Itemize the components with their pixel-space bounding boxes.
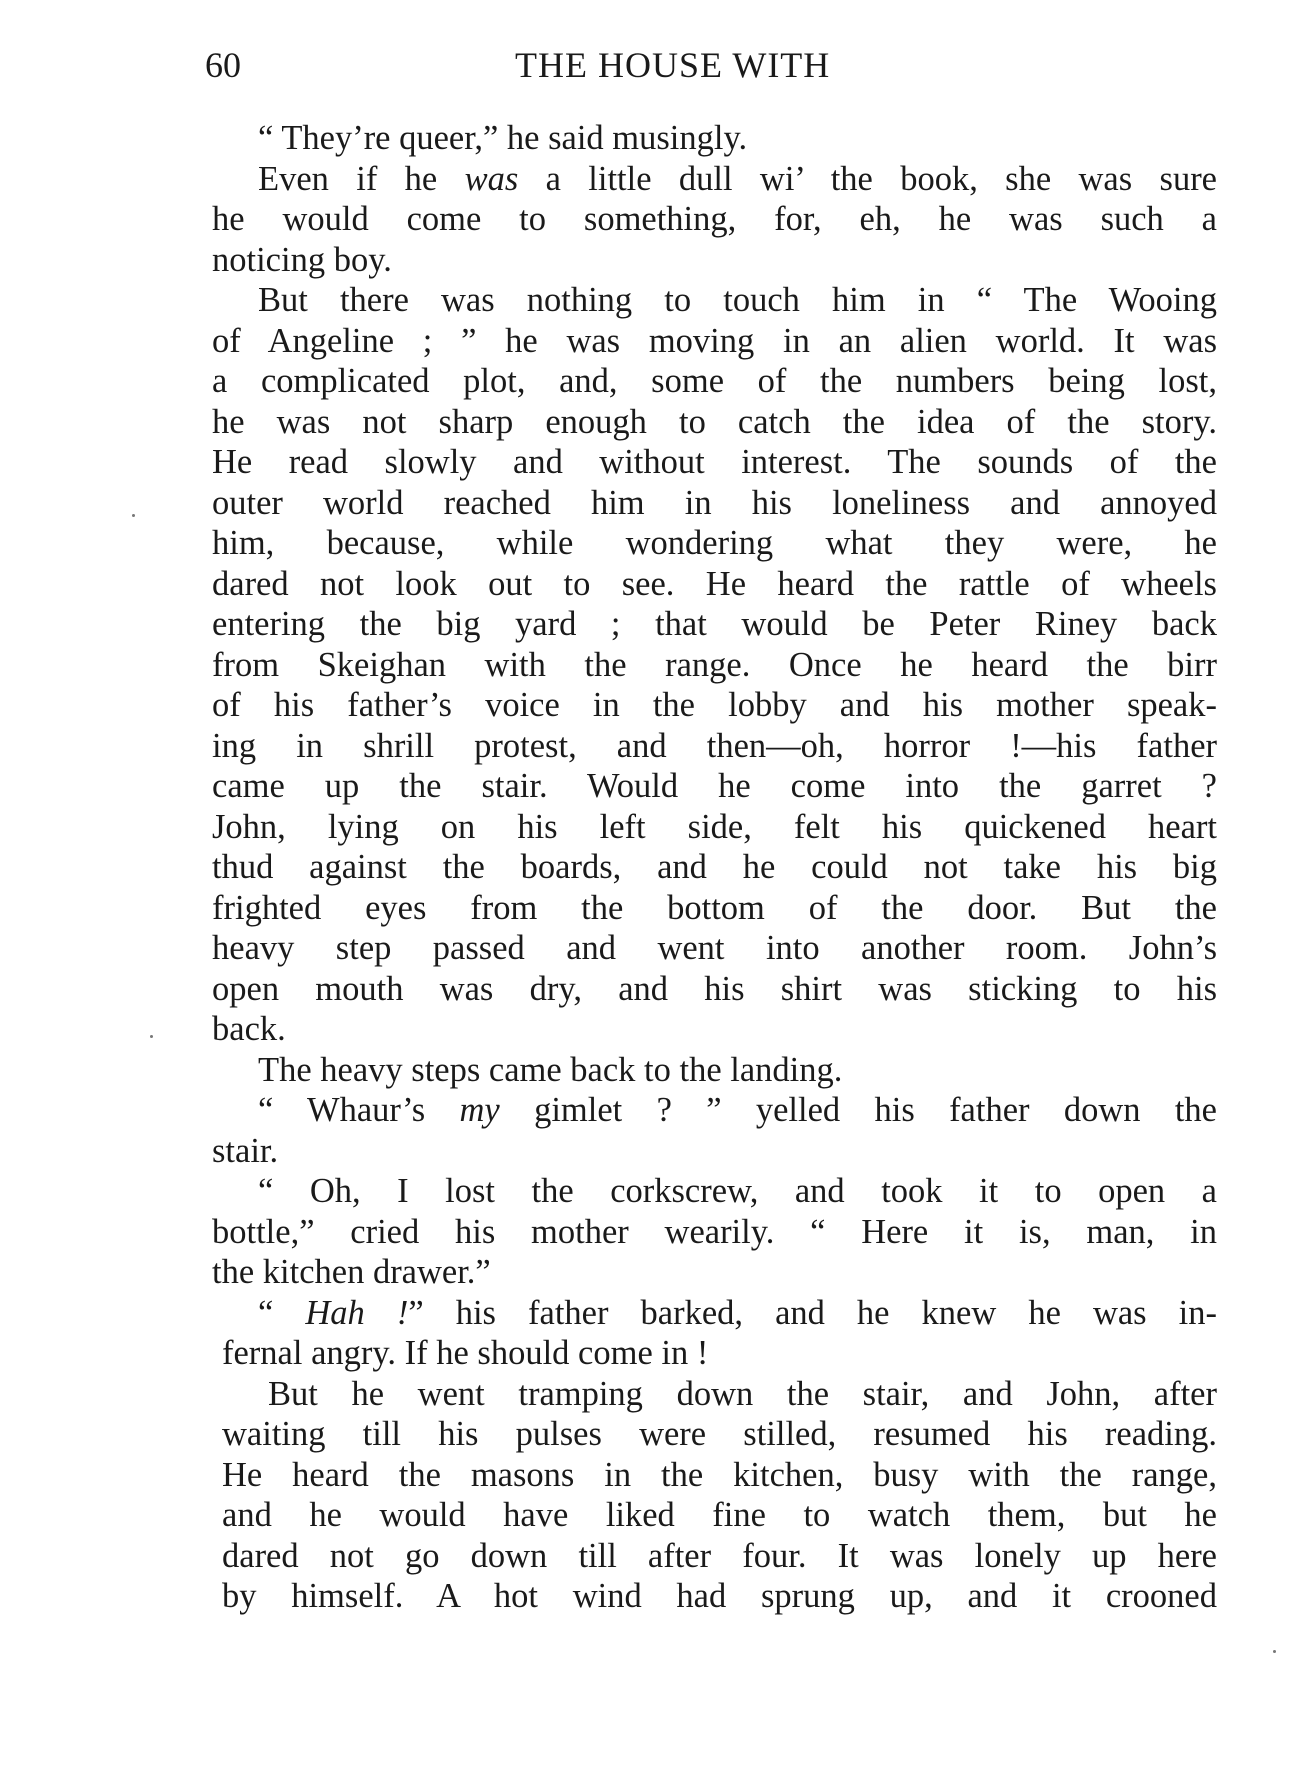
text-line: The heavy steps came back to the landing. xyxy=(258,1050,843,1089)
text-line: stair. xyxy=(212,1131,279,1170)
page-header xyxy=(205,42,1215,88)
text-line: heavy step passed and went into another room. John’s xyxy=(212,929,1217,967)
body-text xyxy=(212,118,1217,1617)
text-line: he was not sharp enough to catch the idea of the story. xyxy=(212,402,1217,441)
text-line: he would come to something, for, eh, he was such a xyxy=(212,200,1217,238)
running-title: THE HOUSE WITH xyxy=(515,45,831,85)
text-line: ing in shrill protest, and then—oh, horror !—his father xyxy=(212,726,1217,765)
text-line: of Angeline ; ” he was moving in an alien world. It was xyxy=(212,321,1217,360)
text-line: the kitchen drawer.” xyxy=(212,1253,491,1291)
print-speck xyxy=(150,1035,153,1038)
text-line: frighted eyes from the bottom of the door. But the xyxy=(212,888,1217,927)
print-speck xyxy=(1273,1650,1276,1653)
text-line: “ They’re queer,” he said musingly. xyxy=(258,119,748,157)
text-line: from Skeighan with the range. Once he heard the birr xyxy=(212,645,1217,684)
text-line: But there was nothing to touch him in “ The Wooing xyxy=(258,281,1217,319)
text-line: dared not look out to see. He heard the rattle of wheels xyxy=(212,564,1217,603)
text-line: Even if he was a little dull wi’ the book, she was sure xyxy=(258,159,1217,198)
text-line: came up the stair. Would he come into the garret ? xyxy=(212,767,1217,805)
text-line: He read slowly and without interest. The sounds of the xyxy=(212,443,1217,481)
text-line: noticing boy. xyxy=(212,240,392,279)
text-line: John, lying on his left side, felt his quickened heart xyxy=(212,807,1217,846)
text-line: fernal angry. If he should come in ! xyxy=(222,1334,709,1372)
text-line: open mouth was dry, and his shirt was sticking to his xyxy=(212,969,1217,1008)
text-line: dared not go down till after four. It was lonely up here xyxy=(222,1536,1217,1575)
text-line: entering the big yard ; that would be Peter Riney back xyxy=(212,605,1217,643)
text-line: by himself. A hot wind had sprung up, and it crooned xyxy=(222,1577,1217,1615)
text-line: “ Oh, I lost the corkscrew, and took it to open a xyxy=(258,1172,1217,1210)
text-line: a complicated plot, and, some of the numbers being lost, xyxy=(212,362,1217,400)
text-line: and he would have liked fine to watch them, but he xyxy=(222,1496,1217,1534)
text-line: “ Whaur’s my gimlet ? ” yelled his father down the xyxy=(258,1091,1217,1129)
text-line: thud against the boards, and he could not take his big xyxy=(212,848,1217,886)
text-line: back. xyxy=(212,1010,286,1048)
text-line: him, because, while wondering what they were, he xyxy=(212,524,1217,562)
text-line: of his father’s voice in the lobby and his mother speak- xyxy=(212,686,1217,724)
print-speck xyxy=(132,514,135,517)
text-line: waiting till his pulses were stilled, resumed his reading. xyxy=(222,1415,1217,1453)
page-number: 60 xyxy=(205,45,241,85)
text-line: outer world reached him in his loneliness and annoyed xyxy=(212,483,1217,522)
text-line: But he went tramping down the stair, and John, after xyxy=(268,1374,1217,1413)
text-line: “ Hah !” his father barked, and he knew he was in- xyxy=(258,1293,1217,1332)
text-line: bottle,” cried his mother wearily. “ Here it is, man, in xyxy=(212,1212,1217,1251)
text-line: He heard the masons in the kitchen, busy with the range, xyxy=(222,1455,1217,1494)
